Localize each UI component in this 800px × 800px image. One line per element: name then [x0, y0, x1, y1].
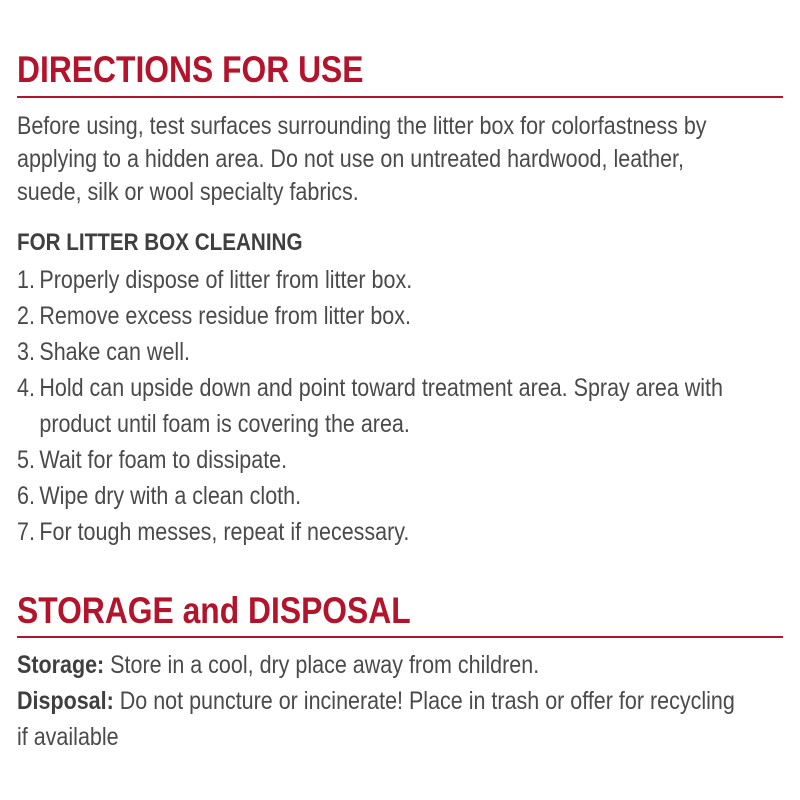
cleaning-steps-list [17, 262, 800, 550]
storage-disposal-body [17, 647, 800, 755]
directions-divider [17, 96, 783, 98]
storage-label: Storage: [17, 651, 105, 679]
storage-text: Store in a cool, dry place away from children. [104, 651, 540, 679]
intro-line: suede, silk or wool specialty fabrics. [17, 178, 359, 206]
step-number: 7. [17, 518, 35, 546]
storage-disposal-divider [17, 636, 783, 638]
step-item [17, 370, 723, 442]
step-number: 2. [17, 302, 35, 330]
step-number: 6. [17, 482, 35, 510]
disposal-text: Do not puncture or incinerate! Place in trash or offer for recycling [113, 687, 735, 715]
step-item [17, 334, 723, 370]
step-text: Wipe dry with a clean cloth. [39, 482, 302, 510]
disposal-line [17, 683, 735, 719]
step-continuation: product until foam is covering the area. [39, 410, 410, 438]
storage-line [17, 647, 735, 683]
step-item [17, 478, 723, 514]
storage-disposal-heading: STORAGE and DISPOSAL [17, 590, 411, 631]
step-number: 3. [17, 338, 35, 366]
directions-intro [17, 110, 777, 209]
intro-line: applying to a hidden area. Do not use on untreated hardwood, leather, [17, 145, 684, 173]
step-item [17, 442, 723, 478]
disposal-label: Disposal: [17, 687, 114, 715]
intro-line: Before using, test surfaces surrounding the litter box for colorfastness by [17, 112, 707, 140]
step-item [17, 298, 723, 334]
step-text: Properly dispose of litter from litter box. [39, 266, 413, 294]
step-number: 5. [17, 446, 35, 474]
step-number: 4. [17, 374, 35, 402]
step-text: Shake can well. [39, 338, 190, 366]
litter-box-subheading: FOR LITTER BOX CLEANING [17, 229, 303, 256]
step-text: Hold can upside down and point toward treatment area. Spray area with [39, 374, 723, 402]
step-item [17, 514, 723, 550]
directions-heading: DIRECTIONS FOR USE [17, 49, 364, 90]
step-number: 1. [17, 266, 35, 294]
disposal-continuation: if available [17, 723, 119, 751]
step-text: Remove excess residue from litter box. [39, 302, 411, 330]
step-text: For tough messes, repeat if necessary. [39, 518, 410, 546]
step-item [17, 262, 723, 298]
step-text: Wait for foam to dissipate. [39, 446, 288, 474]
